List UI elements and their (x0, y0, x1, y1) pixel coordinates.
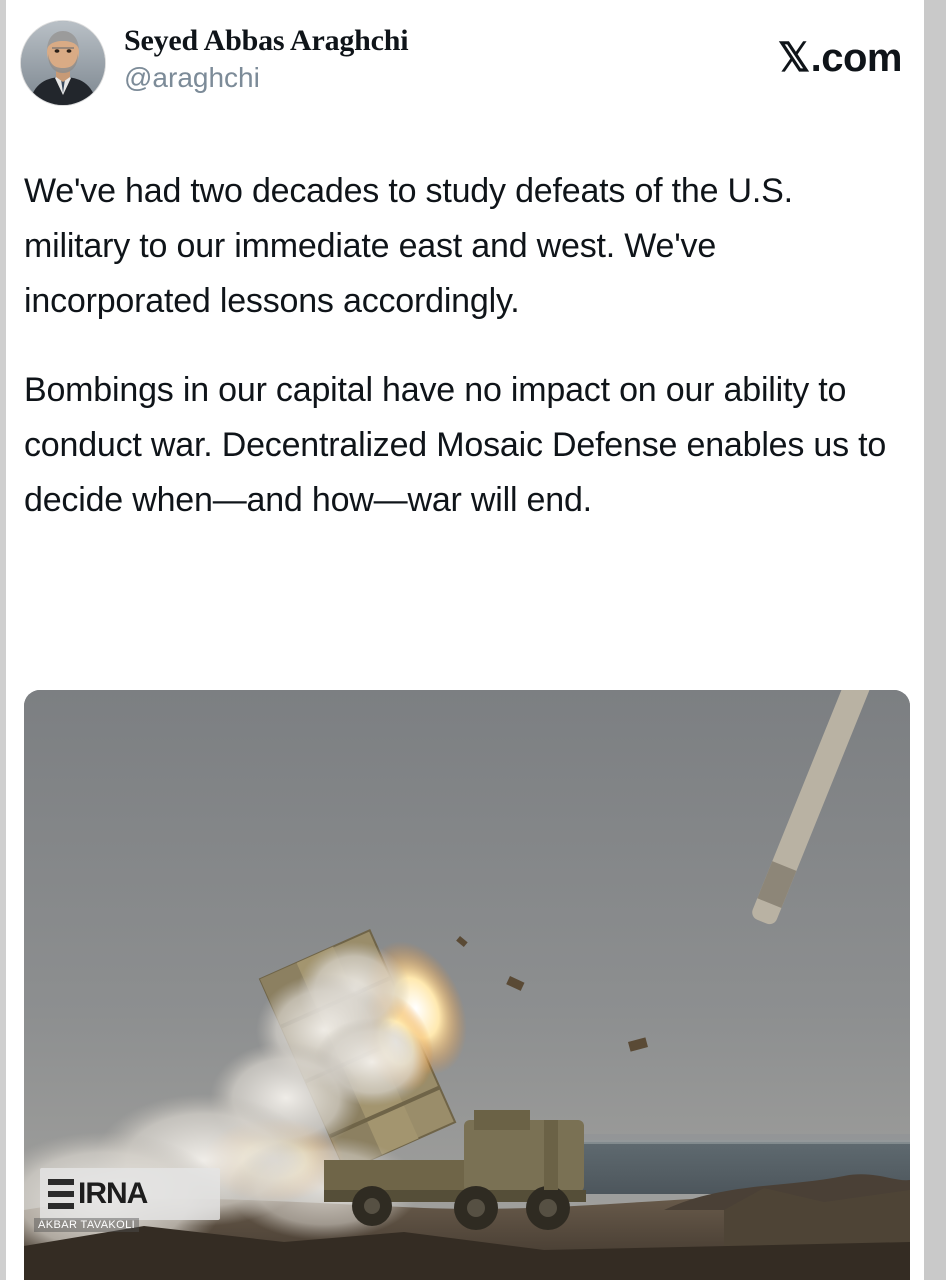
tweet-card (6, 0, 924, 1280)
brand-domain-label: .com (810, 36, 902, 80)
x-logo-icon: 𝕏 (777, 35, 810, 80)
irna-bars-icon (48, 1179, 74, 1209)
irna-watermark-text: IRNA (78, 1177, 148, 1210)
tweet-paragraph-1: We've had two decades to study defeats of the U.S. military to our immediate east and west. We've incorporated lessons accordingly. (24, 172, 793, 321)
tweet-header (6, 0, 924, 116)
author-handle: @araghchi (124, 61, 260, 93)
tweet-text (6, 116, 924, 528)
avatar-image (21, 21, 105, 105)
tweet-paragraph-2: Bombings in our capital have no impact on our ability to conduct war. Decentralized Mosaic Defense enables us to decide when—and how—war will end. (24, 371, 887, 520)
author-block (124, 24, 408, 95)
avatar[interactable] (20, 20, 106, 106)
photo-credit: AKBAR TAVAKOLI (34, 1218, 139, 1232)
x-com-brand (778, 36, 902, 81)
irna-watermark (40, 1168, 220, 1220)
tweet-media[interactable] (24, 690, 910, 1280)
author-display-name: Seyed Abbas Araghchi (124, 24, 409, 57)
page-right-edge (924, 0, 946, 1280)
